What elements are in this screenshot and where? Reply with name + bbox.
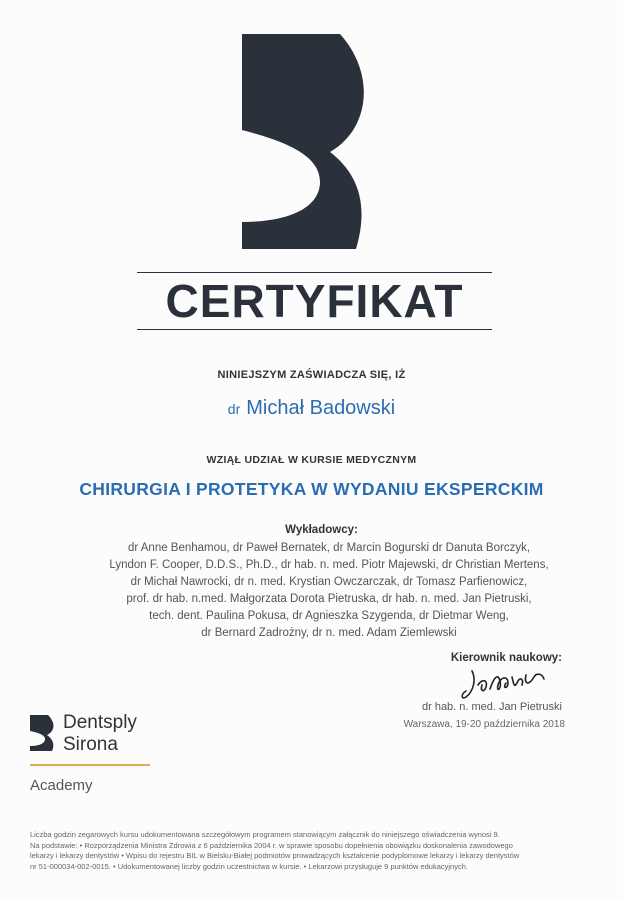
academy-label: Academy	[30, 777, 93, 794]
brand-name-line2: Sirona	[63, 734, 118, 755]
lecturers-line: Lyndon F. Cooper, D.D.S., Ph.D., dr hab. n. med. Piotr Majewski, dr Christian Mertens,	[109, 559, 549, 571]
place-date: Warszawa, 19-20 października 2018	[403, 719, 565, 730]
title-rule-bottom	[137, 329, 492, 330]
lecturers-line: dr Anne Benhamou, dr Paweł Bernatek, dr Marcin Bogurski dr Danuta Borczyk,	[127, 542, 531, 554]
lecturers-line: dr Michał Nawrocki, dr n. med. Krystian Owczarczak, dr Tomasz Parfienowicz,	[130, 576, 528, 588]
supervisor-name: dr hab. n. med. Jan Pietruski	[421, 701, 562, 713]
legal-footnote	[30, 830, 602, 872]
dentsply-s-logo-icon	[238, 34, 368, 249]
footnote-line: Liczba godzin zegarowych kursu udokumentowana szczegółowym programem stanowiącym załącznik do niniejszego oświadczenia wynosi 9.	[30, 830, 500, 839]
supervisor-label: Kierownik naukowy:	[450, 652, 562, 664]
footnote-line: lekarzy i lekarzy dentystów • Wpisu do rejestru BIL w Bielsku-Białej podmiotów prowadzących kształcenie podyplomowe lekarzy i lekarzy dentystów	[30, 851, 520, 860]
participation-text: WZIĄŁ UDZIAŁ W KURSIE MEDYCZNYM	[206, 454, 417, 466]
footnote-line: nr 51-000034-002-0015. • Udokumentowanej liczby godzin uczestnictwa w kursie. • Lekarzowi przysługuje 9 punktów edukacyjnych.	[30, 861, 468, 871]
dentsply-sirona-logo-icon	[30, 715, 56, 751]
certificate-title: CERTYFIKAT	[165, 275, 464, 327]
intro-text: NINIEJSZYM ZAŚWIADCZA SIĘ, IŻ	[217, 369, 406, 381]
title-rule-top	[137, 272, 492, 273]
lecturers-line: dr Bernard Zadrożny, dr n. med. Adam Ziemlewski	[201, 627, 457, 639]
brand-name-line1: Dentsply	[63, 712, 137, 733]
lecturers-line: prof. dr hab. n.med. Małgorzata Dorota Pietruska, dr hab. n. med. Jan Pietruski,	[126, 593, 532, 605]
lecturers-line: tech. dent. Paulina Pokusa, dr Agnieszka Szygenda, dr Dietmar Weng,	[149, 610, 509, 622]
lecturers-label: Wykładowcy:	[285, 524, 358, 536]
lecturers-list	[50, 540, 608, 642]
brand-divider	[30, 764, 150, 766]
recipient	[0, 397, 623, 420]
recipient-name: Michał Badowski	[246, 397, 396, 419]
course-name: CHIRURGIA I PROTETYKA W WYDANIU EKSPERCKIM	[79, 479, 544, 499]
recipient-prefix: dr	[227, 401, 241, 417]
signature-icon	[458, 667, 548, 701]
footnote-line: Na podstawie: • Rozporządzenia Ministra Zdrowia z 6 października 2004 r. w sprawie sposobu dopełnienia obowiązku doskonalenia zawodowego	[30, 840, 513, 850]
